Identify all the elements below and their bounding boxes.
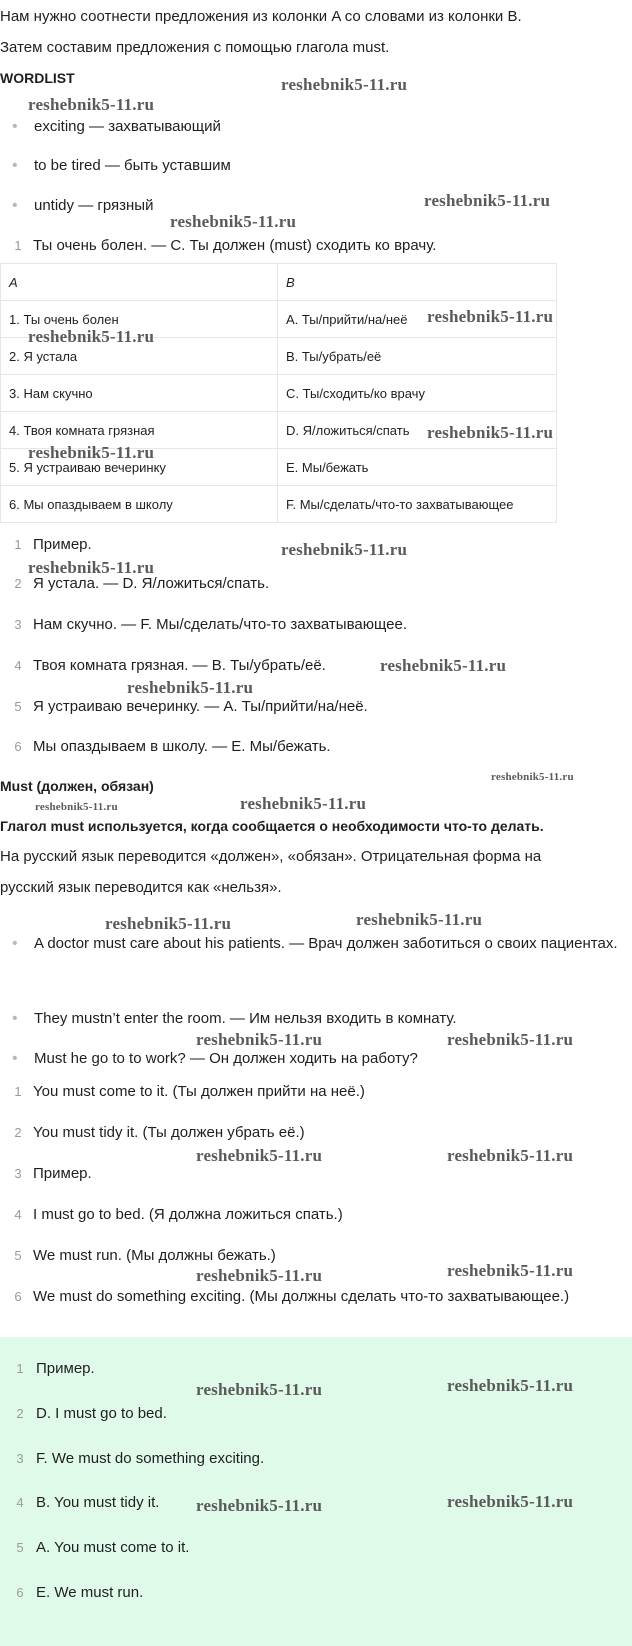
grammar-line-1: На русский язык переводится «должен», «обязан». Отрицательная форма на bbox=[0, 848, 542, 865]
watermark: reshebnik5-11.ru bbox=[28, 327, 155, 346]
watermark: reshebnik5-11.ru bbox=[196, 1146, 323, 1165]
grammar-title: Must (должен, обязан) bbox=[0, 778, 154, 794]
table-cell: 1. Ты очень болен bbox=[1, 301, 278, 338]
watermark: reshebnik5-11.ru bbox=[424, 191, 551, 210]
watermark: reshebnik5-11.ru bbox=[447, 1261, 574, 1280]
table-cell: F. Мы/сделать/что-то захватывающее bbox=[278, 486, 557, 523]
wordlist-title: WORDLIST bbox=[0, 70, 75, 86]
table-cell: 2. Я устала bbox=[1, 338, 278, 375]
bullet-icon: • bbox=[12, 118, 18, 135]
page: Нам нужно соотнести предложения из колонки A со словами из колонки B. Затем составим предложения с помощью глагола must. WORDLIST • exciting — захватывающий • to be tired — быть уставшим • untidy — грязный 1 Ты очень болен. — C. Ты должен (must) сходить ко врачу. A B 1. Ты очень болен A. Ты/прийти/на/неё 2. Я устала B. Ты/убрать/её 3. Нам скучно C. Ты/сходить/ко врачу 4. Твоя комната грязная D. Я/ложиться/спать 5. Я устраиваю вечеринку E. Мы/бежать 6. Мы опаздываем в школу F. Мы/сделать/что-то захватывающее 1 Пример. 2 Я устала. — D. Я/ложиться/спать. 3 Нам скучно. — F. Мы/сделать/что-то захватывающее. 4 Твоя комната грязная. — B. Ты/убрать/её. 5 Я устраиваю вечеринку. — A. Ты/прийти/на/неё. 6 Мы опаздываем в школу. — E. Мы/бежать. Must (должен, обязан) Глагол must используется, когда сообщается о необходимости что-то делать. На русский язык переводится «должен», «обязан». Отрицательная форма на русский язык переводится как «нельзя». • A doctor must care about his patients. — Врач должен заботиться о своих пациентах. • They mustn’t enter the room. — Им нельзя входить в комнату. • Must he go to to work? — Он должен ходить на работу? 1 You must come to it. (Ты должен прийти на неё.) 2 You must tidy it. (Ты должен убрать её.) 3 Пример. 4 I must go to bed. (Я должна ложиться спать.) 5 We must run. (Мы должны бежать.) 6 We must do something exciting. (Мы должны сделать что-то захватывающее.) 1 Пример. 2 D. I must go to bed. 3 F. We must do something exciting. 4 B. You must tidy it. 5 A. You must come to it. 6 E. We must run. reshebnik5-11.ru reshebnik5-11.ru reshebnik5-11.ru reshebnik5-11.ru reshebnik5-11.ru reshebnik5-11.ru reshebnik5-11.ru reshebnik5-11.ru reshebnik5-11.ru reshebnik5-11.ru reshebnik5-11.ru reshebnik5-11.ru reshebnik5-11.ru reshebnik5-11.ru reshebnik5-11.ru reshebnik5-11.ru reshebnik5-11.ru reshebnik5-11.ru reshebnik5-11.ru reshebnik5-11.ru reshebnik5-11.ru reshebnik5-11.ru reshebnik5-11.ru reshebnik5-11.ru reshebnik5-11.ru reshebnik5-11.ru reshebnik5-11.ru bbox=[0, 0, 632, 1646]
bullet-icon: • bbox=[12, 1050, 18, 1067]
watermark: reshebnik5-11.ru bbox=[105, 914, 232, 933]
bullet-icon: • bbox=[12, 197, 18, 214]
watermark: reshebnik5-11.ru bbox=[28, 95, 155, 114]
table-cell: 6. Мы опаздываем в школу bbox=[1, 486, 278, 523]
bullet-icon: • bbox=[12, 1010, 18, 1027]
watermark: reshebnik5-11.ru bbox=[170, 212, 297, 231]
table-cell: C. Ты/сходить/ко врачу bbox=[278, 375, 557, 412]
watermark: reshebnik5-11.ru bbox=[281, 540, 408, 559]
bullet-icon: • bbox=[12, 157, 18, 174]
watermark: reshebnik5-11.ru bbox=[427, 423, 554, 442]
matching-table bbox=[0, 263, 557, 523]
watermark: reshebnik5-11.ru bbox=[127, 678, 254, 697]
watermark: reshebnik5-11.ru bbox=[447, 1376, 574, 1395]
watermark: reshebnik5-11.ru bbox=[196, 1266, 323, 1285]
watermark: reshebnik5-11.ru bbox=[356, 910, 483, 929]
table-header-b: B bbox=[278, 264, 557, 301]
bullet-icon: • bbox=[12, 935, 18, 952]
table-cell: 3. Нам скучно bbox=[1, 375, 278, 412]
table-row bbox=[1, 486, 557, 523]
watermark: reshebnik5-11.ru bbox=[281, 75, 408, 94]
answer-block: 1 Пример. 2 D. I must go to bed. 3 F. We must do something exciting. 4 B. You must tidy it. 5 A. You must come to it. 6 E. We must run. bbox=[0, 1337, 632, 1646]
watermark: reshebnik5-11.ru bbox=[447, 1492, 574, 1511]
watermark: reshebnik5-11.ru bbox=[427, 307, 554, 326]
table-row bbox=[1, 264, 557, 301]
watermark: reshebnik5-11.ru bbox=[28, 443, 155, 462]
table-header-a: A bbox=[1, 264, 278, 301]
watermark: reshebnik5-11.ru bbox=[196, 1030, 323, 1049]
table-cell: A. Ты/прийти/на/неё bbox=[278, 301, 557, 338]
watermark: reshebnik5-11.ru bbox=[196, 1380, 323, 1399]
table-cell: E. Мы/бежать bbox=[278, 449, 557, 486]
watermark: reshebnik5-11.ru bbox=[447, 1146, 574, 1165]
intro-line-1: Нам нужно соотнести предложения из колонки A со словами из колонки B. bbox=[0, 8, 522, 25]
grammar-rule: Глагол must используется, когда сообщается о необходимости что-то делать. bbox=[0, 818, 544, 834]
watermark: reshebnik5-11.ru bbox=[35, 801, 118, 813]
watermark: reshebnik5-11.ru bbox=[447, 1030, 574, 1049]
watermark: reshebnik5-11.ru bbox=[196, 1496, 323, 1515]
table-cell: 4. Твоя комната грязная bbox=[1, 412, 278, 449]
table-cell: B. Ты/убрать/её bbox=[278, 338, 557, 375]
intro-line-2: Затем составим предложения с помощью глагола must. bbox=[0, 39, 390, 56]
watermark: reshebnik5-11.ru bbox=[491, 771, 574, 783]
grammar-line-2: русский язык переводится как «нельзя». bbox=[0, 879, 282, 896]
watermark: reshebnik5-11.ru bbox=[240, 794, 367, 813]
table-cell: D. Я/ложиться/спать bbox=[278, 412, 557, 449]
watermark: reshebnik5-11.ru bbox=[28, 558, 155, 577]
table-row bbox=[1, 375, 557, 412]
table-cell: 5. Я устраиваю вечеринку bbox=[1, 449, 278, 486]
watermark: reshebnik5-11.ru bbox=[380, 656, 507, 675]
